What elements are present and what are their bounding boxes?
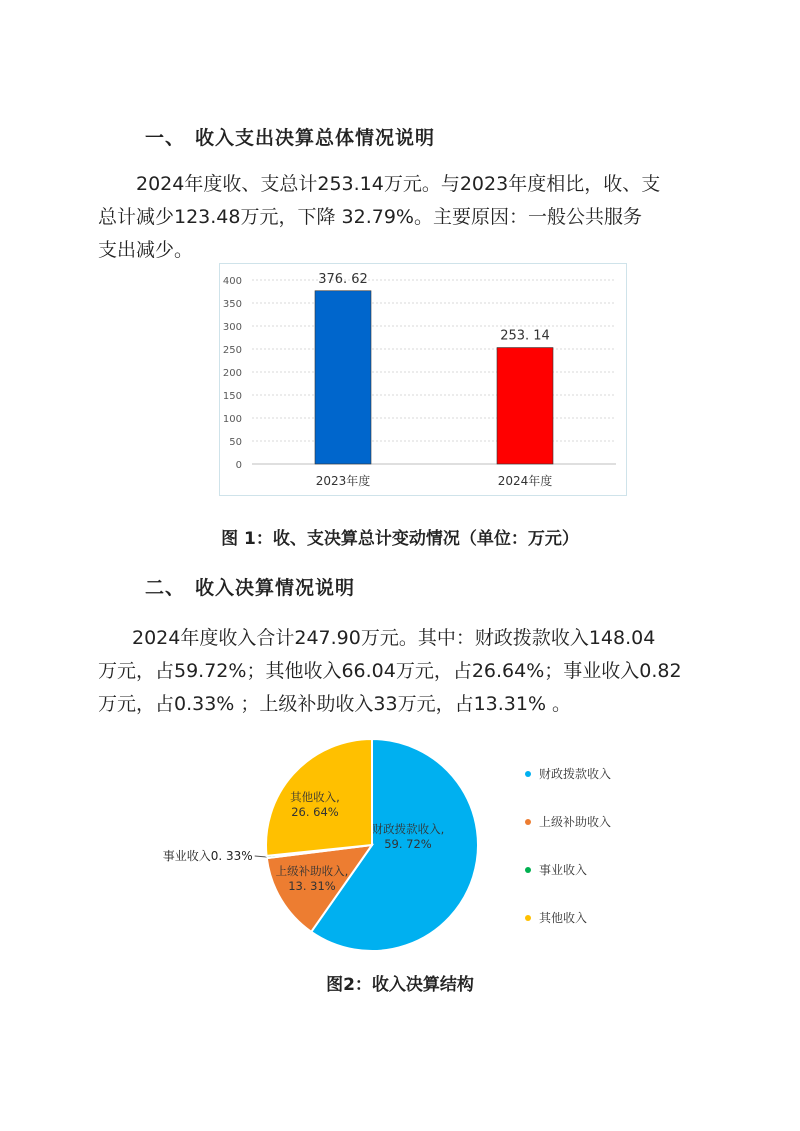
pie-data-label: 26. 64%: [291, 805, 339, 819]
figure-2-caption: 图2：收入决算结构: [326, 975, 474, 995]
section-2-heading: [145, 573, 355, 600]
section-1-line: 2024年度收、支总计253.14万元。与2023年度相比，收、支: [136, 173, 661, 195]
legend-marker: [525, 771, 531, 777]
pie-chart: [140, 735, 660, 960]
y-tick-label: 0: [235, 460, 242, 471]
pie-data-label: 上级补助收入,: [275, 864, 349, 878]
y-tick-label: 300: [222, 322, 242, 333]
y-tick-label: 350: [222, 299, 242, 310]
pie-data-label: 其他收入,: [290, 790, 340, 804]
section-1-line: 支出减少。: [98, 239, 194, 261]
x-tick-label: 2023年度: [315, 474, 371, 488]
section-2-line: 万元，占59.72%；其他收入66.04万元，占26.64%；事业收入0.82: [98, 660, 682, 682]
y-tick-label: 200: [222, 368, 242, 379]
legend-label: 事业收入: [539, 863, 588, 877]
y-tick-label: 50: [229, 437, 242, 448]
bar-data-label: 376. 62: [318, 271, 368, 287]
bar: [497, 348, 553, 464]
legend-label: 上级补助收入: [539, 815, 612, 829]
section-1-number: 一、: [145, 127, 186, 149]
section-1-heading: [145, 123, 435, 150]
figure-1-caption: 图 1：收、支决算总计变动情况（单位：万元）: [221, 529, 579, 549]
section-1-title: 收入支出决算总体情况说明: [195, 127, 436, 149]
y-tick-label: 150: [222, 391, 242, 402]
pie-data-label: 事业收入0. 33%: [162, 848, 253, 863]
legend-marker: [525, 867, 531, 873]
section-2-line: 2024年度收入合计247.90万元。其中：财政拨款收入148.04: [132, 627, 656, 649]
section-2-paragraph: [98, 622, 708, 721]
bar-chart-frame: [219, 263, 627, 496]
pie-data-label: 财政拨款收入,: [371, 822, 445, 836]
pie-data-label: 13. 31%: [288, 879, 336, 893]
pie-leader-line: [255, 856, 267, 857]
legend-marker: [525, 819, 531, 825]
section-2-number: 二、: [145, 577, 186, 599]
bar-chart: [220, 264, 626, 495]
legend-label: 其他收入: [539, 911, 588, 925]
section-2-title: 收入决算情况说明: [195, 577, 356, 599]
y-tick-label: 400: [222, 276, 242, 287]
pie-data-label: 59. 72%: [384, 837, 432, 851]
pie-chart-frame: [140, 735, 660, 960]
section-1-line: 总计减少123.48万元，下降 32.79%。主要原因：一般公共服务: [98, 206, 642, 228]
y-tick-label: 100: [222, 414, 242, 425]
y-tick-label: 250: [222, 345, 242, 356]
legend-label: 财政拨款收入: [539, 767, 612, 781]
bar-data-label: 253. 14: [500, 328, 550, 344]
section-2-line: 万元，占0.33% ；上级补助收入33万元，占13.31% 。: [98, 693, 572, 715]
bar: [315, 291, 371, 464]
legend-marker: [525, 915, 531, 921]
x-tick-label: 2024年度: [497, 474, 553, 488]
section-1-paragraph: [98, 168, 708, 267]
